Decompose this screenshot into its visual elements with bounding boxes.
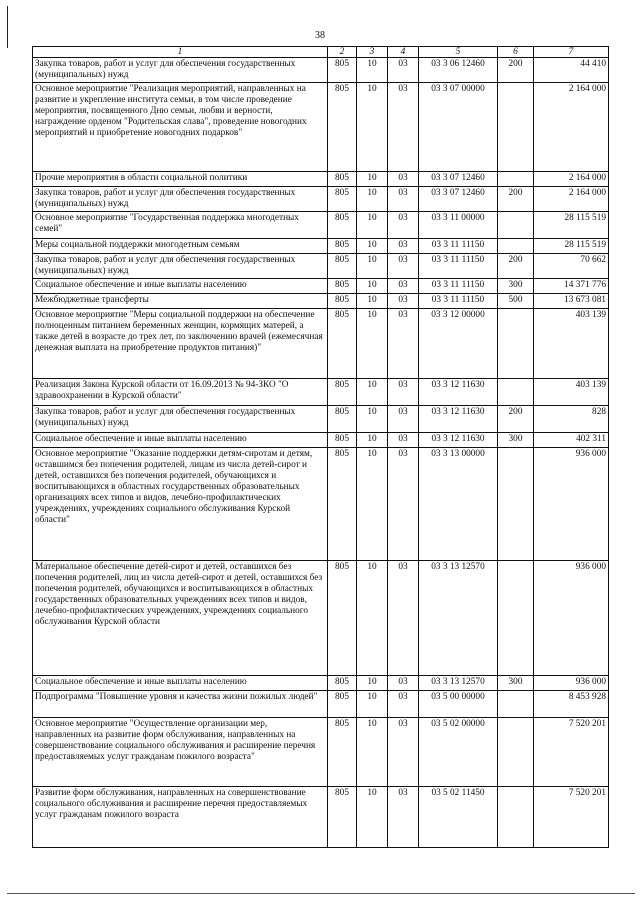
row-target-article: 03 3 11 11150	[419, 294, 498, 309]
row-ved-code: 805	[328, 58, 357, 83]
row-ved-code: 805	[328, 448, 357, 561]
row-amount: 403 139	[534, 379, 609, 406]
table-row	[33, 254, 609, 279]
table-row	[33, 187, 609, 212]
row-name: Меры социальной поддержки многодетным семьям	[33, 239, 328, 254]
row-name: Развитие форм обслуживания, направленных на совершенствование социального обслуживания и расширение перечня предоставляемых услуг гражданам пожилого возраста	[33, 787, 328, 848]
row-ved-code: 805	[328, 239, 357, 254]
row-subsection-code: 03	[388, 212, 419, 239]
row-name: Прочие мероприятия в области социальной политики	[33, 172, 328, 187]
row-target-article: 03 3 12 00000	[419, 309, 498, 379]
row-subsection-code: 03	[388, 406, 419, 433]
row-amount: 13 673 081	[534, 294, 609, 309]
row-name: Основное мероприятие "Оказание поддержки детям-сиротам и детям, оставшимся без попечения родителей, лицам из числа детей-сирот и детей, оставшихся без попечения родителей, обучающихся и воспитывающихся в областных государственных образовательных организациях всех типов и видов, лечебно-профилактических учреждениях, учреждениях социального обслуживания Курской области"	[33, 448, 328, 561]
row-ved-code: 805	[328, 187, 357, 212]
row-amount: 402 311	[534, 433, 609, 448]
budget-table	[32, 46, 609, 848]
row-target-article: 03 3 13 12570	[419, 561, 498, 676]
row-target-article: 03 3 11 11150	[419, 279, 498, 294]
row-target-article: 03 3 12 11630	[419, 433, 498, 448]
row-amount: 44 410	[534, 58, 609, 83]
row-expense-type: 300	[498, 676, 534, 691]
row-amount: 2 164 000	[534, 83, 609, 172]
row-amount: 936 000	[534, 448, 609, 561]
row-section-code: 10	[357, 433, 388, 448]
table-row	[33, 561, 609, 676]
row-ved-code: 805	[328, 212, 357, 239]
row-subsection-code: 03	[388, 309, 419, 379]
row-target-article: 03 3 07 12460	[419, 172, 498, 187]
row-expense-type	[498, 172, 534, 187]
row-amount: 8 453 928	[534, 691, 609, 718]
row-subsection-code: 03	[388, 294, 419, 309]
row-target-article: 03 3 11 00000	[419, 212, 498, 239]
row-section-code: 10	[357, 718, 388, 787]
row-name: Закупка товаров, работ и услуг для обеспечения государственных (муниципальных) нужд	[33, 254, 328, 279]
row-target-article: 03 5 02 11450	[419, 787, 498, 848]
row-section-code: 10	[357, 787, 388, 848]
row-name: Основное мероприятие "Меры социальной поддержки на обеспечение полноценным питанием беременных женщин, кормящих матерей, а также детей в возрасте до трех лет, по заключению врачей (ежемесячная денежная выплата на приобретение продуктов питания)"	[33, 309, 328, 379]
row-subsection-code: 03	[388, 279, 419, 294]
row-name: Социальное обеспечение и иные выплаты населению	[33, 433, 328, 448]
row-expense-type	[498, 718, 534, 787]
row-name: Основное мероприятие "Реализация мероприятий, направленных на развитие и укрепление института семьи, в том числе проведение мероприятия, посвященного Дню семьи, любви и верности, награждение орденом "Родительская слава", проведение новогодних мероприятий и приобретение новогодних подарков"	[33, 83, 328, 172]
column-header: 2	[328, 47, 357, 58]
row-name: Основное мероприятие "Осуществление организации мер, направленных на развитие форм обслуживания, направленных на совершенствование социального обслуживания и расширение перечня предоставляемых услуг гражданам пожилого возраста"	[33, 718, 328, 787]
row-name: Социальное обеспечение и иные выплаты населению	[33, 279, 328, 294]
row-target-article: 03 3 12 11630	[419, 379, 498, 406]
row-ved-code: 805	[328, 406, 357, 433]
row-name: Материальное обеспечение детей-сирот и детей, оставшихся без попечения родителей, лиц из числа детей-сирот и детей, оставшихся без попечения родителей, обучающихся и воспитывающихся в областных государственных образовательных учреждениях всех типов и видов, лечебно-профилактических учреждениях, учреждениях социального обслуживания Курской области	[33, 561, 328, 676]
row-amount: 28 115 519	[534, 239, 609, 254]
row-target-article: 03 5 00 00000	[419, 691, 498, 718]
row-target-article: 03 3 13 00000	[419, 448, 498, 561]
row-name: Закупка товаров, работ и услуг для обеспечения государственных (муниципальных) нужд	[33, 58, 328, 83]
scan-bottom-edge	[7, 893, 635, 894]
table-row	[33, 718, 609, 787]
row-expense-type: 300	[498, 279, 534, 294]
page-number: 38	[315, 30, 325, 41]
row-ved-code: 805	[328, 379, 357, 406]
row-amount: 7 520 201	[534, 718, 609, 787]
row-expense-type: 300	[498, 433, 534, 448]
table-row	[33, 294, 609, 309]
row-amount: 14 371 776	[534, 279, 609, 294]
row-name: Межбюджетные трансферты	[33, 294, 328, 309]
row-expense-type	[498, 691, 534, 718]
table-row	[33, 448, 609, 561]
row-target-article: 03 3 13 12570	[419, 676, 498, 691]
row-expense-type: 200	[498, 187, 534, 212]
row-target-article: 03 3 11 11150	[419, 254, 498, 279]
row-subsection-code: 03	[388, 433, 419, 448]
row-section-code: 10	[357, 561, 388, 676]
row-name: Подпрограмма "Повышение уровня и качества жизни пожилых людей"	[33, 691, 328, 718]
table-row	[33, 309, 609, 379]
row-section-code: 10	[357, 406, 388, 433]
column-header: 3	[357, 47, 388, 58]
row-target-article: 03 3 07 12460	[419, 187, 498, 212]
column-header: 5	[419, 47, 498, 58]
row-ved-code: 805	[328, 433, 357, 448]
row-target-article: 03 3 12 11630	[419, 406, 498, 433]
row-subsection-code: 03	[388, 787, 419, 848]
row-section-code: 10	[357, 83, 388, 172]
table-row	[33, 691, 609, 718]
row-subsection-code: 03	[388, 187, 419, 212]
column-number-header-row	[33, 47, 609, 58]
row-expense-type	[498, 448, 534, 561]
row-ved-code: 805	[328, 83, 357, 172]
row-subsection-code: 03	[388, 561, 419, 676]
table-row	[33, 279, 609, 294]
row-ved-code: 805	[328, 561, 357, 676]
row-amount: 828	[534, 406, 609, 433]
row-subsection-code: 03	[388, 379, 419, 406]
row-amount: 7 520 201	[534, 787, 609, 848]
row-section-code: 10	[357, 254, 388, 279]
column-header: 1	[33, 47, 328, 58]
row-expense-type: 500	[498, 294, 534, 309]
row-target-article: 03 3 07 00000	[419, 83, 498, 172]
row-section-code: 10	[357, 58, 388, 83]
row-target-article: 03 5 02 00000	[419, 718, 498, 787]
row-section-code: 10	[357, 309, 388, 379]
table-row	[33, 239, 609, 254]
row-name: Социальное обеспечение и иные выплаты населению	[33, 676, 328, 691]
column-header: 7	[534, 47, 609, 58]
column-header: 6	[498, 47, 534, 58]
row-section-code: 10	[357, 691, 388, 718]
row-target-article: 03 3 06 12460	[419, 58, 498, 83]
row-expense-type	[498, 787, 534, 848]
row-section-code: 10	[357, 239, 388, 254]
row-ved-code: 805	[328, 787, 357, 848]
row-expense-type: 200	[498, 254, 534, 279]
row-subsection-code: 03	[388, 239, 419, 254]
table-row	[33, 379, 609, 406]
row-ved-code: 805	[328, 294, 357, 309]
row-expense-type	[498, 561, 534, 676]
row-subsection-code: 03	[388, 254, 419, 279]
row-section-code: 10	[357, 212, 388, 239]
row-expense-type: 200	[498, 406, 534, 433]
row-amount: 70 662	[534, 254, 609, 279]
row-section-code: 10	[357, 279, 388, 294]
row-ved-code: 805	[328, 691, 357, 718]
row-ved-code: 805	[328, 254, 357, 279]
row-amount: 936 000	[534, 676, 609, 691]
row-expense-type	[498, 83, 534, 172]
row-section-code: 10	[357, 448, 388, 561]
row-subsection-code: 03	[388, 172, 419, 187]
table-row	[33, 676, 609, 691]
row-name: Реализация Закона Курской области от 16.09.2013 № 94-ЗКО "О здравоохранении в Курской области"	[33, 379, 328, 406]
table-row	[33, 212, 609, 239]
row-expense-type	[498, 239, 534, 254]
scan-edge-mark	[7, 6, 8, 48]
row-ved-code: 805	[328, 718, 357, 787]
row-amount: 936 000	[534, 561, 609, 676]
table-row	[33, 83, 609, 172]
row-expense-type	[498, 212, 534, 239]
row-expense-type	[498, 309, 534, 379]
row-subsection-code: 03	[388, 448, 419, 561]
row-expense-type: 200	[498, 58, 534, 83]
row-amount: 28 115 519	[534, 212, 609, 239]
row-subsection-code: 03	[388, 58, 419, 83]
row-amount: 2 164 000	[534, 187, 609, 212]
table-row	[33, 58, 609, 83]
table-row	[33, 433, 609, 448]
row-section-code: 10	[357, 187, 388, 212]
row-subsection-code: 03	[388, 83, 419, 172]
row-section-code: 10	[357, 379, 388, 406]
row-section-code: 10	[357, 172, 388, 187]
row-section-code: 10	[357, 294, 388, 309]
row-expense-type	[498, 379, 534, 406]
row-target-article: 03 3 11 11150	[419, 239, 498, 254]
row-subsection-code: 03	[388, 676, 419, 691]
row-name: Закупка товаров, работ и услуг для обеспечения государственных (муниципальных) нужд	[33, 406, 328, 433]
row-ved-code: 805	[328, 309, 357, 379]
row-amount: 403 139	[534, 309, 609, 379]
row-subsection-code: 03	[388, 691, 419, 718]
table-row	[33, 406, 609, 433]
row-name: Основное мероприятие "Государственная поддержка многодетных семей"	[33, 212, 328, 239]
table-row	[33, 787, 609, 848]
row-amount: 2 164 000	[534, 172, 609, 187]
row-name: Закупка товаров, работ и услуг для обеспечения государственных (муниципальных) нужд	[33, 187, 328, 212]
row-subsection-code: 03	[388, 718, 419, 787]
row-ved-code: 805	[328, 172, 357, 187]
row-section-code: 10	[357, 676, 388, 691]
table-row	[33, 172, 609, 187]
row-ved-code: 805	[328, 279, 357, 294]
row-ved-code: 805	[328, 676, 357, 691]
column-header: 4	[388, 47, 419, 58]
